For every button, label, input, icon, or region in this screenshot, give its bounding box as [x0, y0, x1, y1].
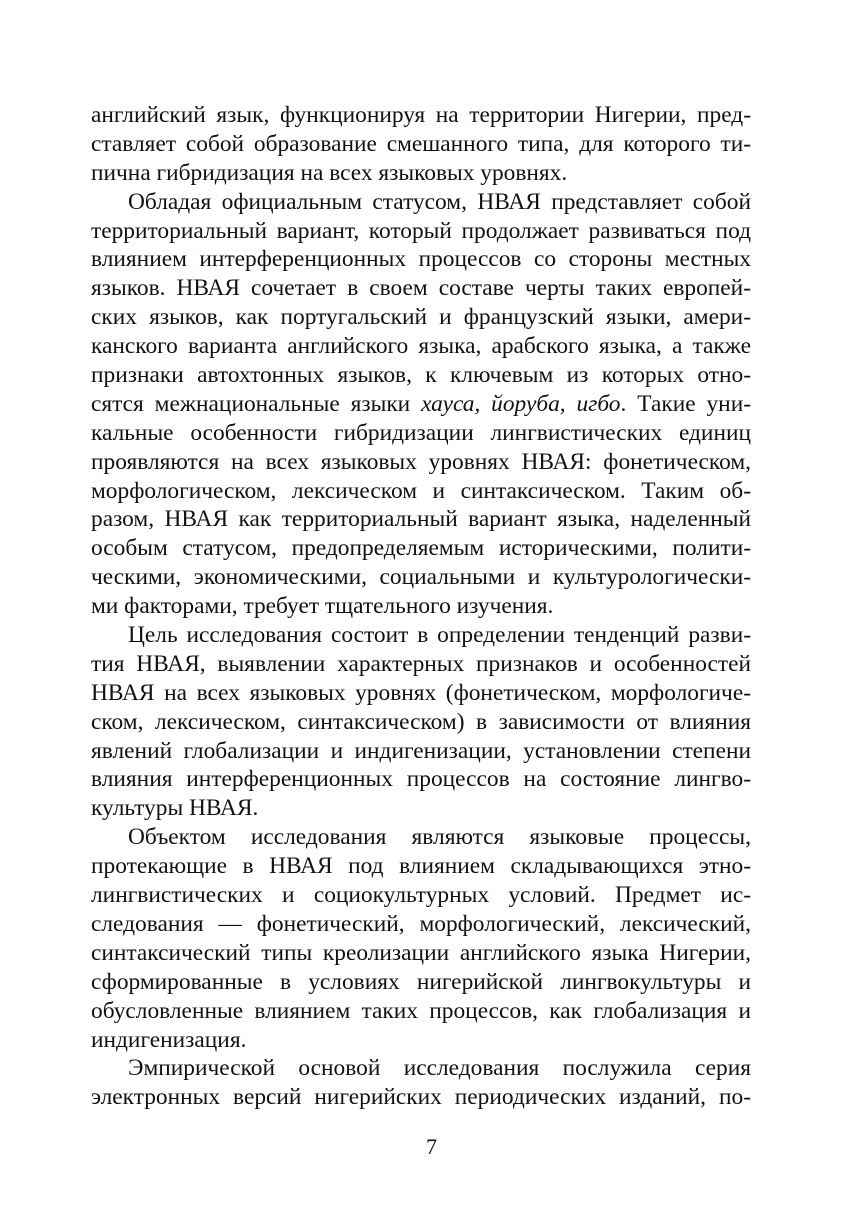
- text-line: тия НВАЯ, выявлении характерных признаков и особенностей: [91, 650, 751, 677]
- text-line: пична гибридизация на всех языковых уровнях.: [91, 159, 568, 186]
- text-line: проявляются на всех языковых уровнях НВАЯ: фонетическом,: [91, 448, 751, 475]
- text-line: ском, лексическом, синтаксическом) в зависимости от влияния: [91, 708, 751, 735]
- text-line: явлений глобализации и индигенизации, установлении степени: [91, 737, 751, 764]
- text-line: кальные особенности гибридизации лингвистических единиц: [91, 419, 751, 446]
- text-line: [91, 390, 751, 419]
- body-text: [91, 101, 751, 1112]
- text-line: территориальный вариант, который продолжает развиваться под: [91, 217, 751, 244]
- text-line: Объектом исследования являются языковые процессы,: [128, 824, 751, 851]
- text-line: влиянием интерференционных процессов со стороны местных: [91, 246, 751, 273]
- text-line: морфологическом, лексическом и синтаксическом. Таким об-: [91, 477, 751, 504]
- text-line: НВАЯ на всех языковых уровнях (фонетическом, морфологиче-: [91, 679, 751, 706]
- text-line: Обладая официальным статусом, НВАЯ представляет собой: [128, 188, 751, 215]
- text-line: ми факторами, требует тщательного изучения.: [91, 593, 554, 620]
- text-line: электронных версий нигерийских периодических изданий, по-: [91, 1084, 751, 1111]
- text-line-part: сятся межнациональные языки: [91, 390, 422, 417]
- text-line: протекающие в НВАЯ под влиянием складывающихся этно-: [91, 853, 751, 880]
- text-line: Цель исследования состоит в определении тенденций разви-: [128, 622, 751, 649]
- text-line: ческими, экономическими, социальными и культурологически-: [91, 564, 751, 591]
- text-line: синтаксический типы креолизации английского языка Нигерии,: [91, 939, 751, 966]
- text-line: индигенизация.: [91, 1026, 247, 1053]
- text-line: разом, НВАЯ как территориальный вариант языка, наделенный: [91, 506, 751, 533]
- text-line: культуры НВАЯ.: [91, 795, 259, 822]
- text-line: ставляет собой образование смешанного типа, для которого ти-: [91, 130, 751, 157]
- text-line: лингвистических и социокультурных условий. Предмет ис-: [91, 882, 751, 909]
- text-line: канского варианта английского языка, арабского языка, а также: [91, 333, 751, 360]
- text-line: влияния интерференционных процессов на состояние лингво-: [91, 766, 751, 793]
- italic-language-names: хауса, йоруба, игбо: [421, 390, 621, 417]
- text-line: обусловленные влиянием таких процессов, как глобализация и: [91, 997, 751, 1024]
- text-line: следования — фонетический, морфологический, лексический,: [91, 910, 751, 937]
- text-line: сформированные в условиях нигерийской лингвокультуры и: [91, 968, 751, 995]
- text-line: ских языков, как португальский и французский языки, амери-: [91, 304, 751, 331]
- text-line: признаки автохтонных языков, к ключевым из которых отно-: [91, 362, 751, 389]
- text-line: языков. НВАЯ сочетает в своем составе черты таких европей-: [91, 275, 751, 302]
- text-line-part: . Такие уни-: [620, 390, 752, 417]
- text-line: Эмпирической основой исследования послужила серия: [128, 1055, 751, 1082]
- text-line: особым статусом, предопределяемым историческими, полити-: [91, 535, 751, 562]
- text-line: английский язык, функционируя на территории Нигерии, пред-: [91, 102, 751, 128]
- page-number: 7: [426, 1134, 437, 1159]
